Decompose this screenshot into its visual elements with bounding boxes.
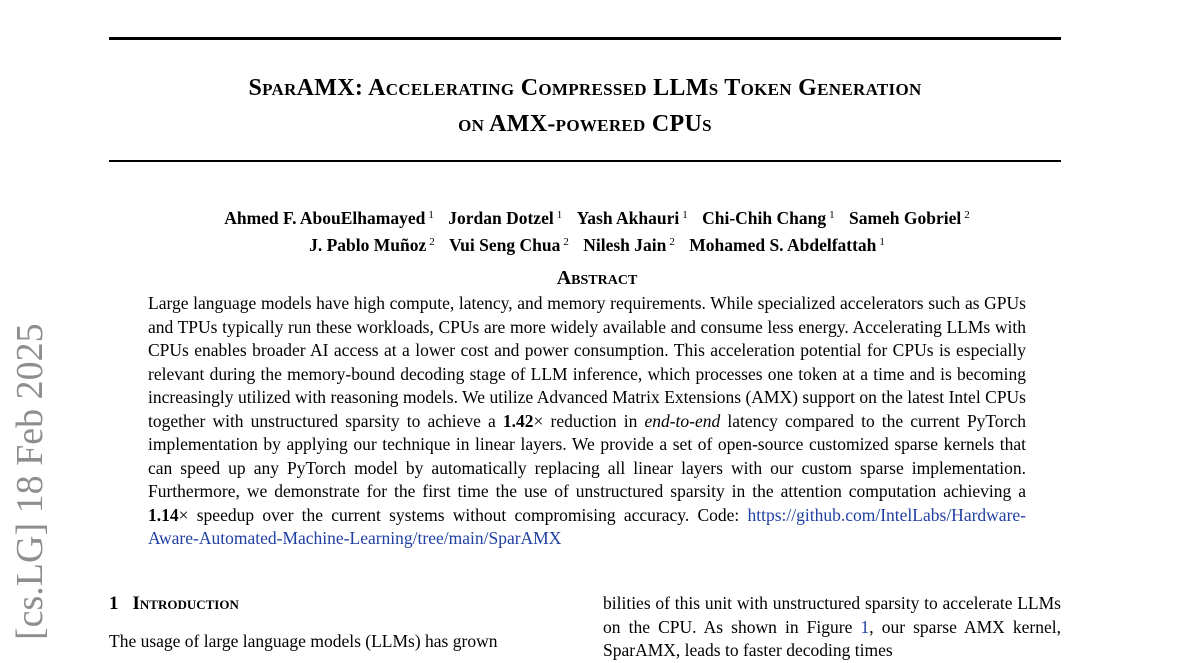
intro-right-column: bilities of this unit with unstructured sparsity to accelerate LLMs on the CPU. As shown in Figure 1, our sparse AMX kernel, SparAMX, leads to faster decoding times (603, 593, 1062, 660)
intro-left-column (109, 630, 569, 654)
author-row-2 (109, 230, 1085, 257)
section-number: 1 (109, 593, 119, 614)
intro-text: The usage of large language models (LLMs) has grown (109, 631, 498, 651)
author-row-1 (109, 203, 1085, 230)
author: Chi-Chih Chang $^1$ (702, 208, 835, 228)
author: Ahmed F. AbouElhamayed $^1$ (224, 208, 434, 228)
figure-reference-link[interactable]: 1 (860, 616, 870, 637)
section-heading (109, 591, 239, 617)
author: Vui Seng Chua $^2$ (449, 235, 569, 255)
speedup-value: 1.42 (502, 410, 534, 431)
section-title: Introduction (132, 593, 239, 614)
code-link[interactable]: https://github.com/IntelLabs/Hardware-Aware-Automated-Machine-Learning/tree/main/SparAMX (148, 504, 1026, 548)
paper-title (109, 70, 1061, 142)
title-top-rule (109, 37, 1061, 40)
author: Yash Akhauri $^1$ (576, 208, 688, 228)
abstract-body: Large language models have high compute, latency, and memory requirements. While specialized accelerators such as GPUs and TPUs typically run these workloads, CPUs are more widely available and consume less energy. Accelerating LLMs with CPUs enables broader AI access at a lower cost and power consumption. This acceleration potential for CPUs is especially relevant during the memory-bound decoding stage of LLM inference, which processes one token at a time and is becoming increasingly utilized with reasoning models. We utilize Advanced Matrix Extensions (AMX) support on the latest Intel CPUs together with unstructured sparsity to achieve a 1.42× reduction in end-to-end latency compared to the current PyTorch implementation by applying our technique in linear layers. We provide a set of open-source customized sparse kernels that can speed up any PyTorch model by automatically replacing all linear layers with our custom sparse implementation. Furthermore, we demonstrate for the first time the use of unstructured sparsity in the attention computation achieving a 1.14× speedup over the current systems without compromising accuracy. Code: https://github.com/IntelLabs/Hardware-Aware-Automated-Machine-Learning/tree/main/SparAMX (148, 293, 1026, 548)
author: Nilesh Jain $^2$ (583, 235, 675, 255)
title-line-2: on AMX-powered CPUs (458, 111, 712, 137)
title-line-1: SparAMX: Accelerating Compressed LLMs Token Generation (248, 75, 922, 101)
emphasis-text: end-to-end (644, 410, 721, 431)
author-list (109, 203, 1085, 257)
speedup-value: 1.14 (148, 504, 179, 525)
author: J. Pablo Muñoz $^2$ (309, 235, 435, 255)
arxiv-stamp: [cs.LG] 18 Feb 2025 (9, 323, 51, 640)
abstract-heading: Abstract (556, 267, 638, 289)
title-bottom-rule (109, 160, 1061, 162)
author: Sameh Gobriel $^2$ (848, 208, 970, 228)
author: Mohamed S. Abdelfattah $^1$ (689, 235, 885, 255)
author: Jordan Dotzel $^1$ (448, 208, 563, 228)
